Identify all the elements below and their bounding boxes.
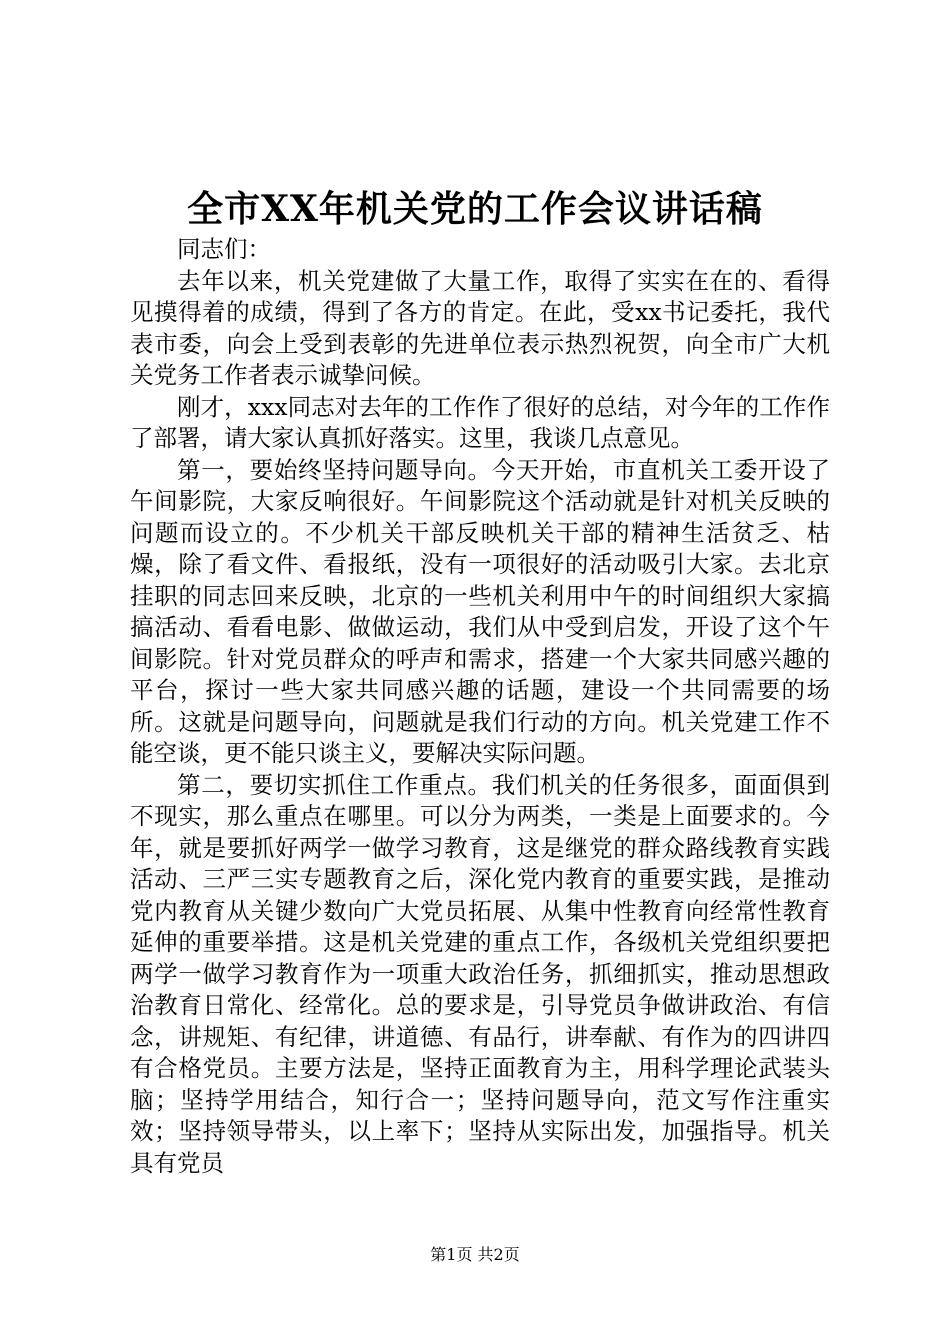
document-title: 全市XX年机关党的工作会议讲话稿 [187, 188, 763, 230]
body-paragraph: 去年以来，机关党建做了大量工作，取得了实实在在的、看得见摸得着的成绩，得到了各方的肯定。在此，受xx书记委托，我代表市委，向会上受到表彰的先进单位表示热烈祝贺，向全市广大机关党务工作者表示诚挚问候。 [130, 266, 830, 389]
body-paragraph: 刚才，xxx同志对去年的工作作了很好的总结，对今年的工作作了部署，请大家认真抓好落实。这里，我谈几点意见。 [130, 392, 830, 452]
salutation-paragraph: 同志们： [177, 235, 271, 263]
body-paragraph: 第一，要始终坚持问题导向。今天开始，市直机关工委开设了午间影院，大家反响很好。午间影院这个活动就是针对机关反映的问题而设立的。不少机关干部反映机关干部的精神生活贫乏、枯燥，除了看文件、看报纸，没有一项很好的活动吸引大家。去北京挂职的同志回来反映，北京的一些机关利用中午的时间组织大家搞搞活动、看看电影、做做运动，我们从中受到启发，开设了这个午间影院。针对党员群众的呼声和需求，搭建一个大家共同感兴趣的平台，探讨一些大家共同感兴趣的话题，建设一个共同需要的场所。这就是问题导向，问题就是我们行动的方向。机关党建工作不能空谈，更不能只谈主义，要解决实际问题。 [130, 455, 830, 767]
body-paragraph: 第二，要切实抓住工作重点。我们机关的任务很多，面面俱到不现实，那么重点在哪里。可以分为两类，一类是上面要求的。今年，就是要抓好两学一做学习教育，这是继党的群众路线教育实践活动、三严三实专题教育之后，深化党内教育的重要实践，是推动党内教育从关键少数向广大党员拓展、从集中性教育向经常性教育延伸的重要举措。这是机关党建的重点工作，各级机关党组织要把两学一做学习教育作为一项重大政治任务，抓细抓实，推动思想政治教育日常化、经常化。总的要求是，引导党员争做讲政治、有信念，讲规矩、有纪律，讲道德、有品行，讲奉献、有作为的四讲四有合格党员。主要方法是，坚持正面教育为主，用科学理论武装头脑；坚持学用结合，知行合一；坚持问题导向，范文写作注重实效；坚持领导带头，以上率下；坚持从实际出发，加强指导。机关具有党员 [130, 770, 830, 1177]
page-number-footer: 第1页 共2页 [430, 1245, 520, 1264]
document-body [130, 234, 830, 1179]
